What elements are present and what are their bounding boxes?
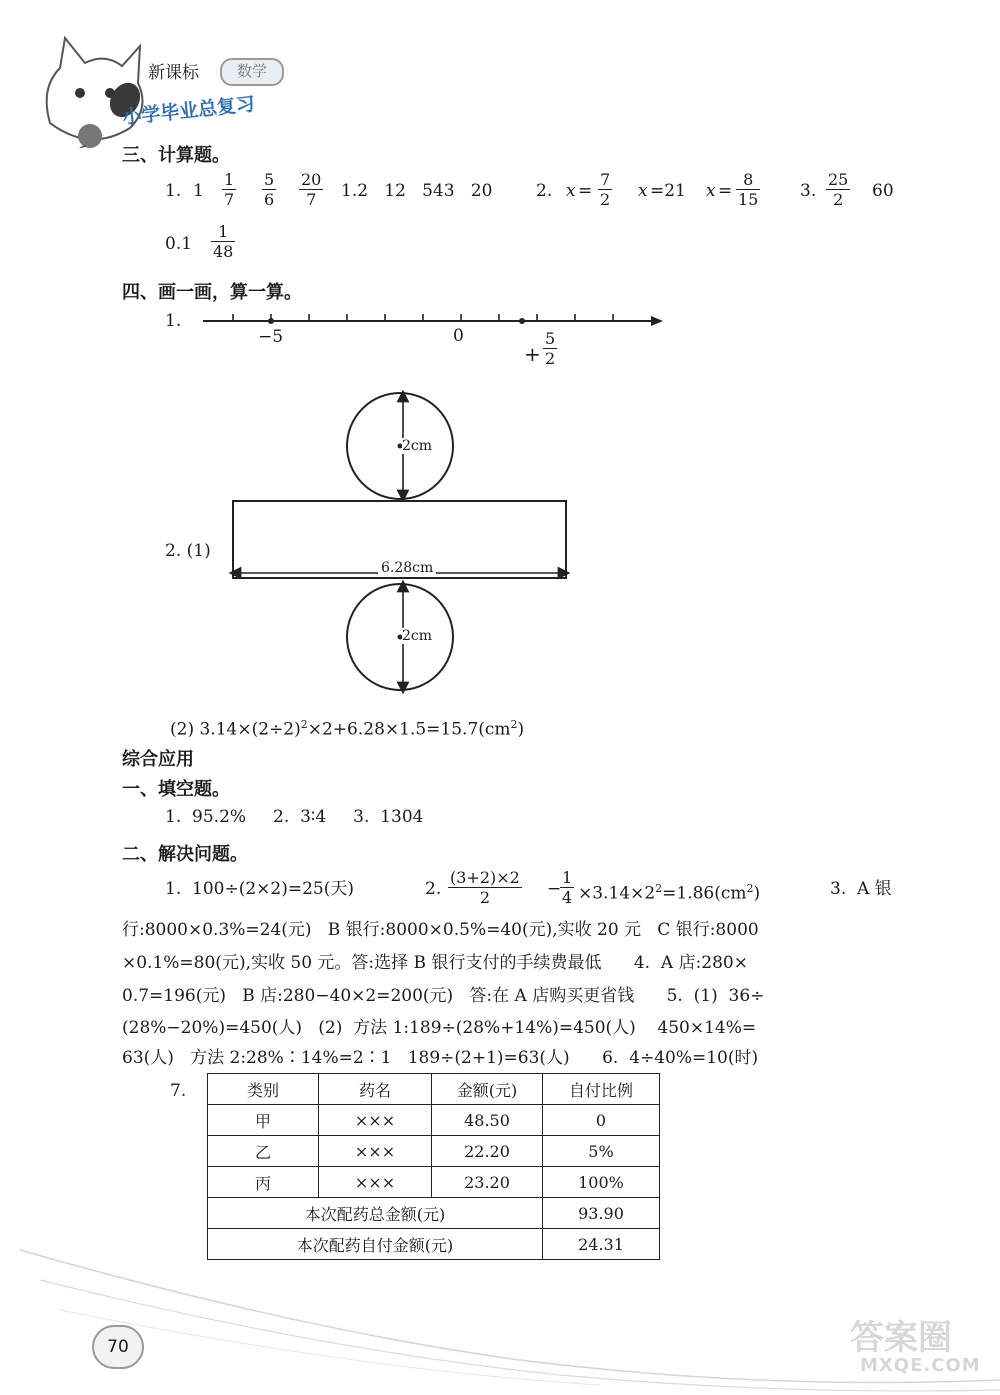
series-badge (220, 58, 284, 86)
table-header: 类别 (208, 1074, 319, 1105)
table-cell: 乙 (208, 1136, 319, 1167)
q2-eq-1: = (578, 181, 593, 201)
q3-value-2: 0.1 (165, 234, 193, 254)
watermark-url: MXQE.COM (860, 1355, 981, 1376)
table-total-row (208, 1198, 660, 1229)
medicine-table (207, 1073, 660, 1260)
q1-values-rest: 1.2 12 543 20 (341, 181, 493, 201)
fill-answers: 1. 95.2% 2. 3∶4 3. 1304 (165, 807, 424, 827)
table-header-row (208, 1074, 660, 1105)
q2-eq-3: = (718, 181, 733, 201)
q1-fraction-1: 1 7 (224, 170, 235, 209)
solve-line-6: 63(人) 方法 2:28%∶14%=2∶1 189÷(2+1)=63(人) 6. 4÷40%=10(时) (122, 1048, 759, 1068)
total-label: 本次配药总金额(元) (208, 1198, 543, 1229)
solve-2-fraction-2: 1 4 (562, 868, 573, 907)
cylinder-net (225, 388, 585, 698)
apply-title: 综合应用 (122, 749, 194, 770)
q2-var-2: x (638, 181, 648, 201)
section-3-heading: 三、计算题。 (122, 145, 230, 166)
q3-fraction-1: 25 2 (828, 170, 849, 209)
fill-heading: 一、填空题。 (122, 779, 230, 800)
watermark-logo: 答案圈 (850, 1318, 952, 1358)
point-plus-5-2 (519, 318, 525, 324)
q1-value-1: 1 (193, 181, 204, 201)
series-title-bottom: 小学毕业总复习 (121, 93, 256, 129)
nl-label-plus: + (524, 342, 541, 366)
series-title-top: 新课标 (148, 63, 199, 83)
q2-fraction-1: 7 2 (600, 170, 611, 209)
solve-line-2: 行:8000×0.3%=24(元) B 银行:8000×0.5%=40(元),实收 20 元 C 银行:8000 (122, 920, 759, 940)
table-row (208, 1167, 660, 1198)
q3-fraction-2: 1 48 (213, 222, 234, 261)
solve-2-rest: $\times 3.14\times 2^2=1.86(cm^2)$ (578, 882, 761, 904)
badge-text: 数学 (236, 62, 267, 80)
point-minus-5 (268, 318, 274, 324)
cylinder-net-label: 2. (1) (165, 541, 211, 561)
nl-label-fraction: 5 2 (545, 329, 556, 368)
q3-label: 3. (800, 181, 817, 201)
total-value: 93.90 (543, 1198, 660, 1229)
nl-label-zero: 0 (453, 326, 464, 346)
cartoon-cat-icon (30, 28, 150, 148)
q2-label: 2. (536, 181, 553, 201)
table-cell: 48.50 (432, 1105, 543, 1136)
solve-2-label: 2. (425, 879, 442, 899)
rect-width-label: 6.28cm (378, 560, 436, 576)
table-header: 自付比例 (543, 1074, 660, 1105)
number-line-label: 1. (165, 311, 182, 331)
solve-2-fraction-1: (3+2)×2 2 (450, 868, 520, 907)
solve-3-start: 3. A 银 (830, 879, 892, 899)
solve-2-minus: − (547, 879, 562, 899)
q7-label: 7. (170, 1081, 187, 1101)
nl-label-minus5: −5 (258, 327, 284, 347)
q2-var-3: x (706, 181, 716, 201)
solve-line-4: 0.7=196(元) B 店:280−40×2=200(元) 答:在 A 店购买更省钱 5. (1) 36÷ (122, 986, 765, 1006)
table-cell: 甲 (208, 1105, 319, 1136)
page-number-badge (92, 1325, 144, 1369)
table-cell: ××× (319, 1167, 432, 1198)
q2-part2-formula: (2) $3.14\times(2\div 2)^2\times 2+6.28\times 1.5=15.7(cm^2)$ (170, 718, 525, 740)
solve-heading: 二、解决问题。 (122, 844, 248, 865)
table-cell: 丙 (208, 1167, 319, 1198)
bottom-circle-label: 2cm (402, 628, 433, 644)
page-number: 70 (107, 1337, 129, 1357)
solve-line-3: ×0.1%=80(元),实收 50 元。答:选择 B 银行支付的手续费最低 4. A 店:280× (122, 953, 748, 973)
table-cell: 100% (543, 1167, 660, 1198)
section-4-heading: 四、画一画，算一算。 (122, 282, 302, 303)
table-header: 金额(元) (432, 1074, 543, 1105)
table-header: 药名 (319, 1074, 432, 1105)
self-pay-value: 24.31 (543, 1229, 660, 1260)
self-pay-label: 本次配药自付金额(元) (208, 1229, 543, 1260)
q1-label: 1. (165, 181, 182, 201)
table-cell: 0 (543, 1105, 660, 1136)
q2-var-1: x (566, 181, 576, 201)
table-cell: 23.20 (432, 1167, 543, 1198)
q2-mid: =21 (650, 181, 686, 201)
solve-line-5: (28%−20%)=450(人) (2) 方法 1:189÷(28%+14%)=450(人) 450×14%= (122, 1018, 757, 1038)
q3-value-1: 60 (872, 181, 894, 201)
q1-fraction-2: 5 6 (264, 170, 275, 209)
table-cell: 22.20 (432, 1136, 543, 1167)
table-row (208, 1136, 660, 1167)
table-cell: ××× (319, 1136, 432, 1167)
q1-fraction-3: 20 7 (301, 170, 322, 209)
header-logo (30, 28, 300, 148)
top-circle-label: 2cm (402, 438, 433, 454)
table-cell: ××× (319, 1105, 432, 1136)
solve-1: 1. 100÷(2×2)=25(天) (165, 879, 355, 899)
q2-fraction-2: 8 15 (738, 170, 759, 209)
table-cell: 5% (543, 1136, 660, 1167)
table-row (208, 1105, 660, 1136)
